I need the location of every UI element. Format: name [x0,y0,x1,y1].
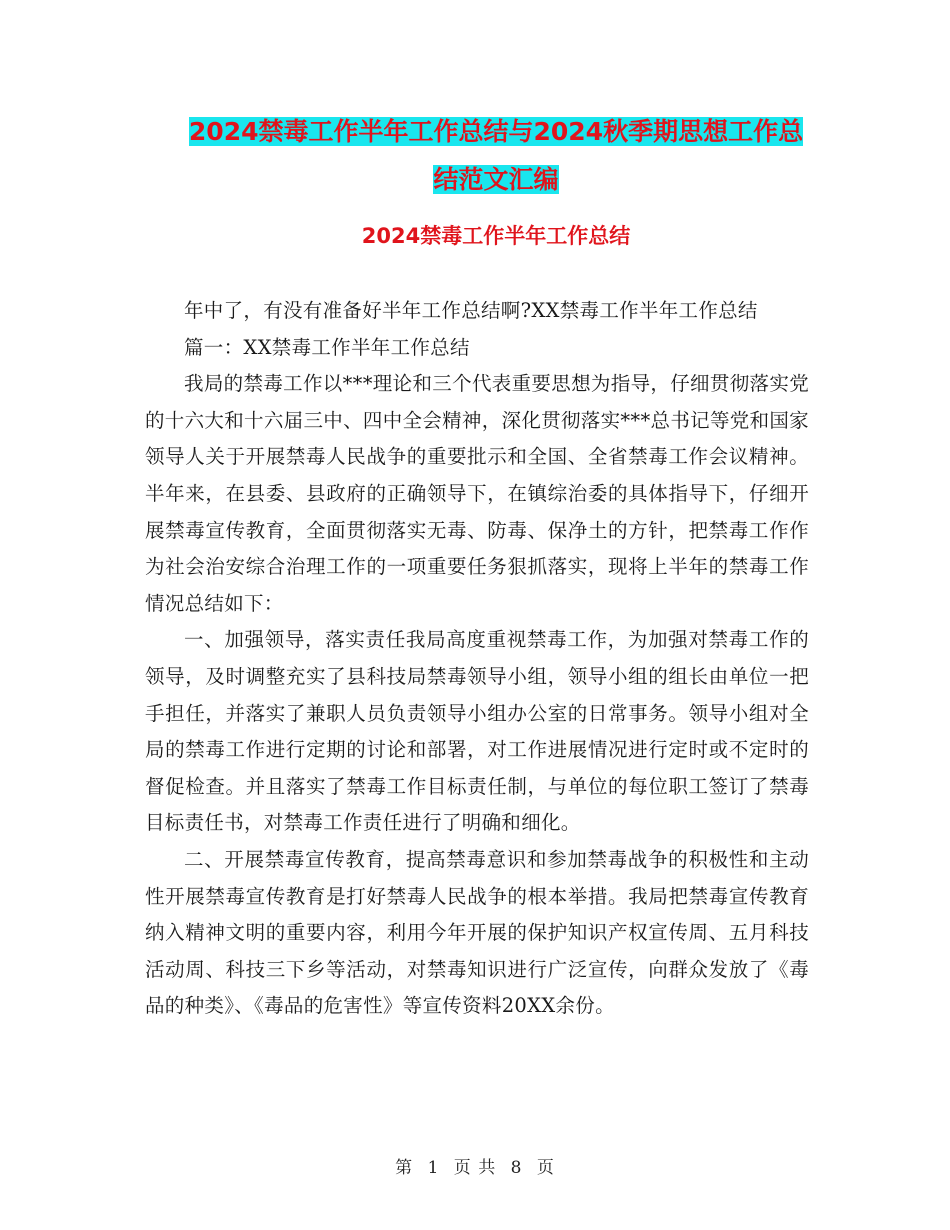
paragraph-education: 二、开展禁毒宣传教育，提高禁毒意识和参加禁毒战争的积极性和主动性开展禁毒宣传教育是打好禁毒人民战争的根本举措。我局把禁毒宣传教育纳入精神文明的重要内容，利用今年开展的保护知识产权宣传周、五月科技活动周、科技三下乡等活动，对禁毒知识进行广泛宣传，向群众发放了《毒品的种类》、《毒品的危害性》等宣传资料20XX余份。 [145,847,809,1018]
footer-mid: 页 共 [453,1158,497,1178]
paragraph-intro: 年中了，有没有准备好半年工作总结啊?XX禁毒工作半年工作总结 [184,299,758,322]
section-title: 2024禁毒工作半年工作总结 [361,224,631,248]
footer-prefix: 第 [395,1158,414,1178]
footer-page-total: 8 [510,1158,523,1178]
footer-page-current: 1 [427,1158,440,1178]
paragraph-part-heading: 篇一：XX禁毒工作半年工作总结 [184,335,470,359]
footer-suffix: 页 [536,1158,555,1178]
page-footer [0,1153,950,1178]
document-title-line1: 2024禁毒工作半年工作总结与2024秋季期思想工作总 [188,117,804,146]
document-title [140,108,852,204]
document-title-line2: 结范文汇编 [433,165,559,194]
document-body [145,293,809,1025]
paragraph-overview: 我局的禁毒工作以***理论和三个代表重要思想为指导，仔细贯彻落实党的十六大和十六届三中、四中全会精神，深化贯彻落实***总书记等党和国家领导人关于开展禁毒人民战争的重要批示和全国、全省禁毒工作会议精神。半年来，在县委、县政府的正确领导下，在镇综治委的具体指导下，仔细开展禁毒宣传教育，全面贯彻落实无毒、防毒、保净土的方针，把禁毒工作作为社会治安综合治理工作的一项重要任务狠抓落实，现将上半年的禁毒工作情况总结如下： [145,372,809,615]
paragraph-leadership: 一、加强领导，落实责任我局高度重视禁毒工作，为加强对禁毒工作的领导，及时调整充实了县科技局禁毒领导小组，领导小组的组长由单位一把手担任，并落实了兼职人员负责领导小组办公室的日常事务。领导小组对全局的禁毒工作进行定期的讨论和部署，对工作进展情况进行定时或不定时的督促检查。并且落实了禁毒工作目标责任制，与单位的每位职工签订了禁毒目标责任书，对禁毒工作责任进行了明确和细化。 [145,628,809,835]
